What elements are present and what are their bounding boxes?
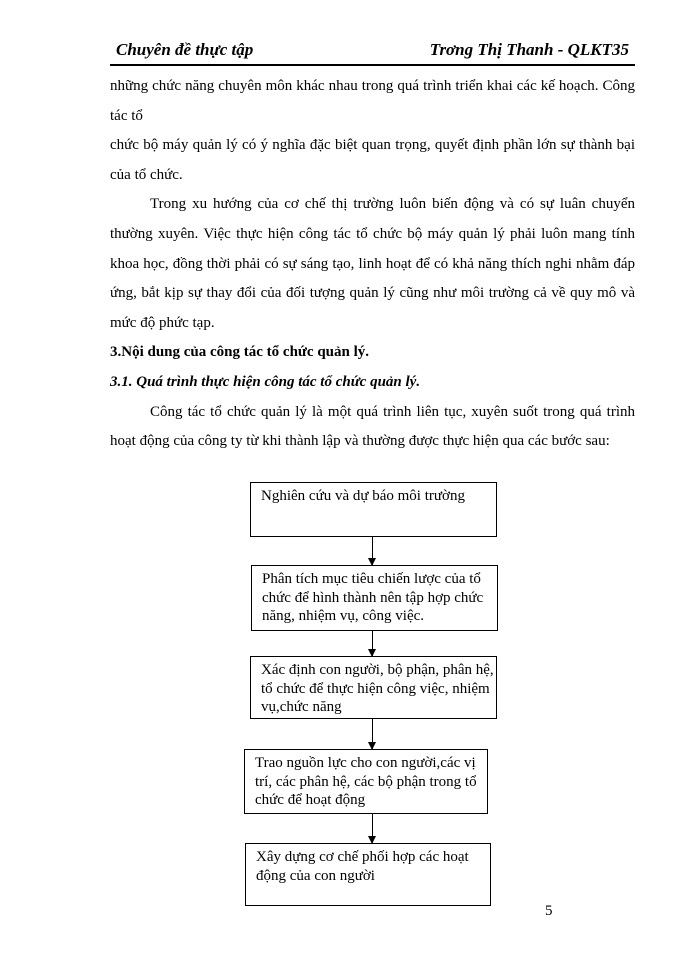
subsection-heading: 3.1. Quá trình thực hiện công tác tổ chức quản lý. — [110, 373, 421, 390]
flow-arrow-2 — [372, 631, 373, 656]
flow-step-2: Phân tích mục tiêu chiến lược của tổ chức để hình thành nên tập hợp chức năng, nhiệm vụ, công việc. — [251, 565, 498, 631]
section-heading: 3.Nội dung của công tác tổ chức quản lý. — [110, 344, 370, 361]
header-author: Trơng Thị Thanh - QLKT35 — [429, 40, 629, 59]
page-header — [110, 38, 635, 66]
header-left-title: Chuyên đề thực tập — [116, 40, 254, 59]
flow-step-3: Xác định con người, bộ phận, phân hệ, tổ chức để thực hiện công việc, nhiệm vụ,chức năng — [250, 656, 497, 719]
flow-arrow-3 — [372, 719, 373, 749]
flow-step-4: Trao nguồn lực cho con người,các vị trí, các phân hệ, các bộ phận trong tổ chức để hoạt động — [244, 749, 488, 814]
document-body — [110, 72, 635, 457]
paragraph-4: Công tác tổ chức quản lý là một quá trình liên tục, xuyên suốt trong quá trình hoạt động của công ty từ khi thành lập và thường được thực hiện qua các bước sau: — [110, 403, 635, 450]
paragraph-3: Trong xu hướng của cơ chế thị trường luôn biến động và có sự luân chuyển thường xuyên. Việc thực hiện công tác tổ chức bộ máy quản lý phải luôn mang tính khoa học, đồng thời phải có sự sáng tạo, linh hoạt để có khả năng thích nghi nhằm đáp ứng, bắt kịp sự thay đổi của đối tượng quản lý cũng như môi trường cả về quy mô và mức độ phức tạp. — [110, 196, 635, 331]
flow-step-1: Nghiên cứu và dự báo môi trường — [250, 482, 497, 537]
flow-arrow-1 — [372, 537, 373, 565]
page-number: 5 — [545, 903, 553, 919]
paragraph-2: chức bộ máy quản lý có ý nghĩa đặc biệt quan trọng, quyết định phần lớn sự thành bại của tổ chức. — [110, 137, 635, 183]
paragraph-1: những chức năng chuyên môn khác nhau trong quá trình triển khai các kế hoạch. Công tác tổ — [110, 78, 635, 124]
flow-step-5: Xây dựng cơ chế phối hợp các hoạt động của con người — [245, 843, 491, 906]
flow-arrow-4 — [372, 814, 373, 843]
